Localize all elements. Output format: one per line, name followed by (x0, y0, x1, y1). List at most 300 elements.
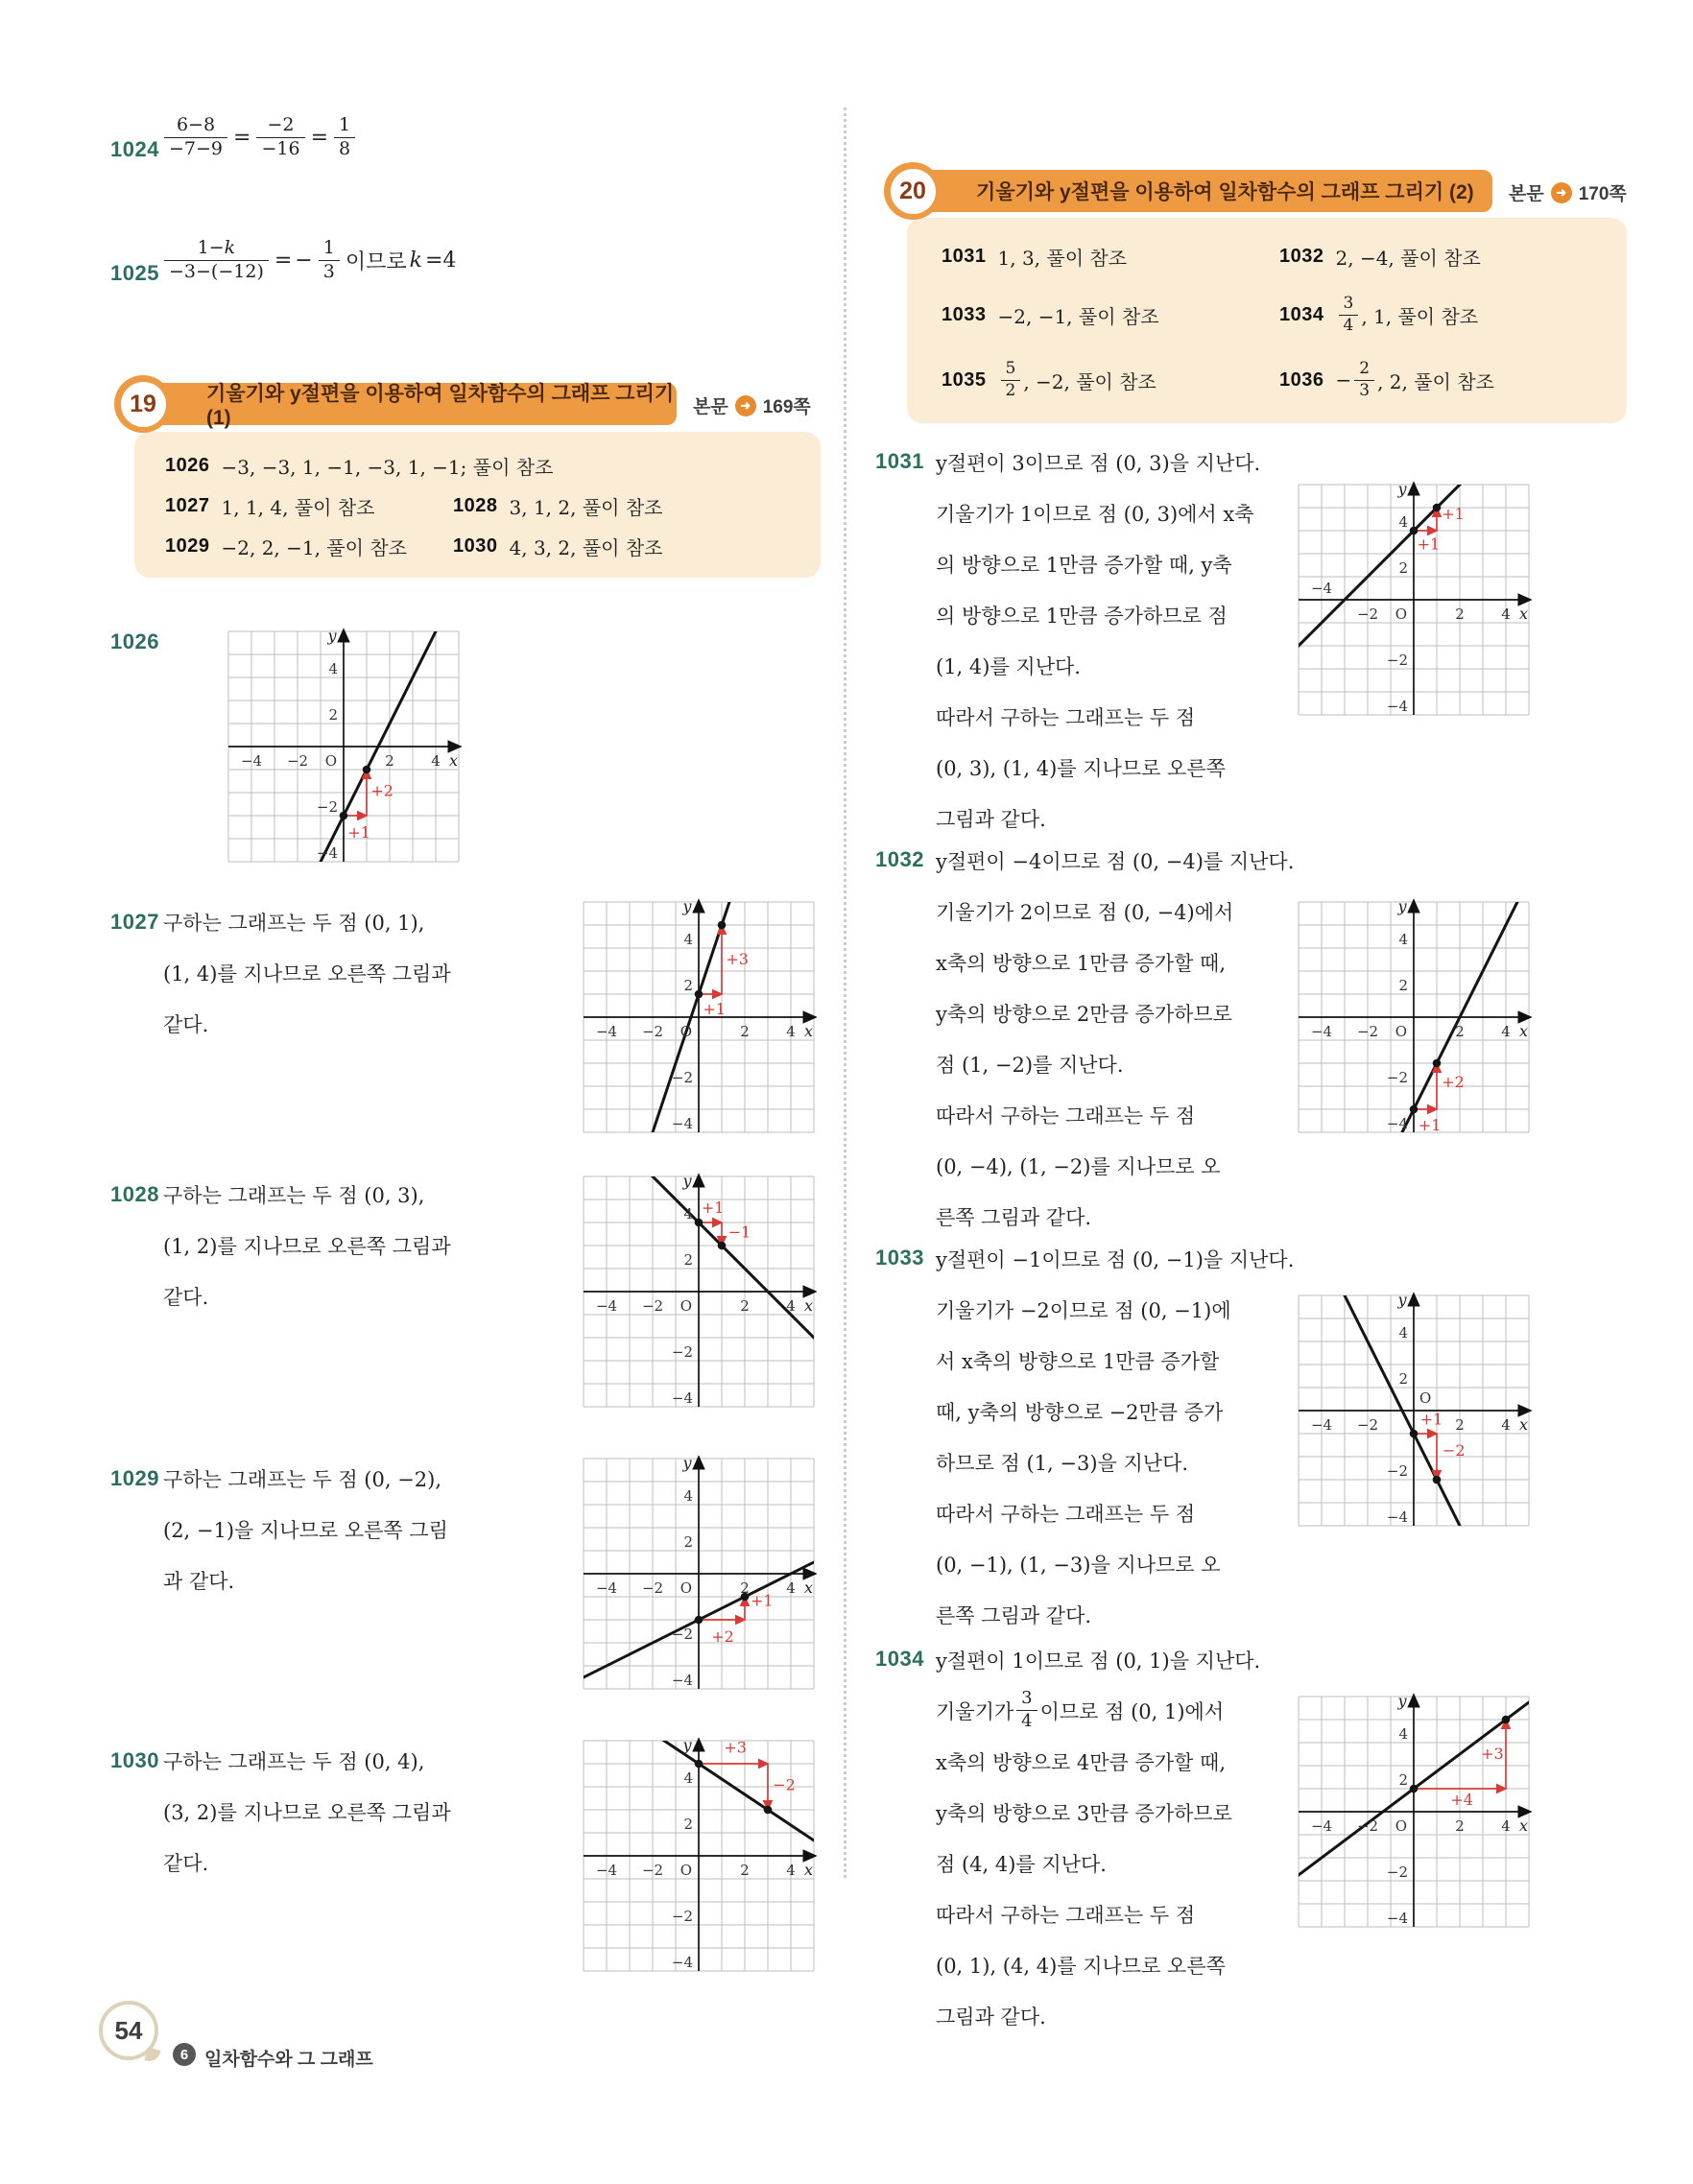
svg-text:2: 2 (740, 1023, 750, 1040)
text-token: 구하는 그래프는 두 점 (0, 3), (163, 1183, 425, 1207)
solution-line (936, 1888, 1260, 1939)
answer-number: 1031 (942, 245, 987, 267)
svg-text:4: 4 (1501, 1023, 1511, 1040)
fraction-denominator: 3 (1354, 380, 1374, 401)
text-token: 기울기가 (936, 1699, 1014, 1723)
fraction-numerator: 3 (1343, 293, 1354, 313)
solution-text-1030 (163, 1735, 451, 1887)
problem-number-1025: 1025 (110, 261, 159, 285)
solution-graph-1033 (1291, 1288, 1537, 1533)
solution-line (936, 742, 1260, 793)
problem-number-1026: 1026 (110, 629, 159, 653)
answer-item-1026 (165, 445, 553, 486)
ref-label: 본문 (1509, 184, 1544, 204)
fraction-denominator: 4 (1016, 1710, 1037, 1732)
text-token: =4 (424, 248, 457, 273)
svg-text:−2: −2 (316, 798, 338, 816)
svg-text:−4: −4 (595, 1862, 618, 1879)
answer-item-1033 (942, 285, 1159, 344)
svg-text:4: 4 (1501, 605, 1511, 623)
text-token: 4, 3, 2, 풀이 참조 (509, 535, 663, 559)
solution-line (936, 487, 1260, 538)
fraction-numerator (263, 115, 299, 137)
text-token: 같다. (163, 1285, 209, 1309)
solution-line (936, 1685, 1260, 1736)
formula-1025 (161, 238, 456, 283)
solution-line (936, 1736, 1260, 1787)
problem-number-1030: 1030 (110, 1748, 159, 1772)
text-token: 른쪽 그림과 같다. (936, 1603, 1092, 1627)
svg-text:x: x (1519, 1816, 1529, 1835)
svg-text:O: O (680, 1023, 692, 1040)
fraction-numerator: 5 (1005, 358, 1016, 378)
text-token: 하므로 점 (1, −3)을 지난다. (936, 1451, 1189, 1475)
fraction (164, 115, 227, 160)
text-token: 1 (339, 114, 351, 135)
text-token: (0, −4), (1, −2)를 지나므로 오 (936, 1154, 1221, 1178)
problem-number-1034: 1034 (875, 1647, 924, 1671)
text-token: 점 (4, 4)를 지난다. (936, 1852, 1107, 1876)
answer-number: 1035 (942, 368, 987, 391)
answer-item-1032 (1279, 233, 1481, 279)
text-token: −2, 2, −1, 풀이 참조 (221, 535, 407, 559)
svg-text:−4: −4 (595, 1023, 618, 1040)
text-token: −2, −1, 풀이 참조 (997, 304, 1159, 328)
solution-graph-1027 (576, 894, 822, 1140)
svg-text:−4: −4 (671, 1954, 693, 1971)
svg-text:2: 2 (683, 977, 693, 994)
svg-text:−2: −2 (286, 752, 309, 770)
svg-text:x: x (1519, 1022, 1529, 1040)
svg-text:2: 2 (1398, 559, 1408, 577)
fraction-numerator (172, 115, 220, 137)
svg-text:2: 2 (1398, 1771, 1408, 1789)
answer-number: 1036 (1279, 368, 1324, 391)
svg-text:2: 2 (1455, 1416, 1465, 1434)
slope-annotation-label: +2 (370, 781, 393, 800)
svg-text:y: y (327, 627, 337, 645)
slope-annotation-label: +3 (1481, 1744, 1504, 1763)
fraction (164, 238, 269, 283)
text-token: 따라서 구하는 그래프는 두 점 (936, 1903, 1196, 1927)
answer-number: 1032 (1279, 245, 1324, 267)
answer-number: 1028 (453, 494, 498, 516)
slope-annotation-label: −2 (773, 1775, 796, 1794)
svg-text:−2: −2 (641, 1023, 664, 1040)
svg-text:2: 2 (1398, 1370, 1408, 1388)
section-19-badge (114, 375, 172, 433)
svg-text:y: y (1397, 897, 1407, 915)
problem-number-1032: 1032 (875, 847, 924, 871)
answer-item-1034 (1279, 285, 1478, 344)
slope-annotation-label: +1 (1442, 505, 1465, 523)
fraction (1001, 360, 1021, 400)
text-token: 1 (322, 237, 335, 258)
svg-text:x: x (1519, 605, 1529, 623)
text-token: 그림과 같다. (936, 2005, 1046, 2029)
text-token: 따라서 구하는 그래프는 두 점 (936, 1502, 1196, 1526)
svg-text:−2: −2 (1356, 605, 1379, 623)
coordinate-grid (1291, 1288, 1537, 1533)
svg-text:y: y (682, 897, 692, 915)
answer-value (1336, 243, 1481, 271)
solution-line (936, 1838, 1260, 1888)
svg-text:x: x (804, 1296, 814, 1315)
svg-text:4: 4 (786, 1297, 796, 1315)
fraction-numerator: 2 (1359, 358, 1371, 378)
solution-line (936, 640, 1260, 691)
text-token: 의 방향으로 1만큼 증가하므로 점 (936, 604, 1228, 628)
solution-line (936, 937, 1294, 987)
text-token: 기울기가 1이므로 점 (0, 3)에서 x축 (936, 502, 1254, 526)
section-19-title: 기울기와 y절편을 이용하여 일차함수의 그래프 그리기 (1) (206, 383, 675, 429)
text-token: , −2, 풀이 참조 (1023, 369, 1156, 393)
text-token: = (274, 248, 293, 273)
slope-annotation-label: +1 (703, 1000, 726, 1019)
problem-number-1031: 1031 (875, 449, 924, 473)
solution-line (163, 1220, 451, 1270)
solution-graph-1031 (1291, 477, 1537, 723)
slope-annotation-label: +3 (724, 1738, 747, 1757)
svg-text:4: 4 (683, 1205, 693, 1223)
svg-text:4: 4 (1398, 1324, 1408, 1341)
arrow-circle-icon: ➜ (735, 395, 756, 416)
svg-text:2: 2 (740, 1862, 750, 1879)
section-19-number: 19 (121, 382, 166, 427)
ref-label: 본문 (693, 397, 728, 417)
svg-text:2: 2 (1398, 977, 1408, 994)
problem-number-1033: 1033 (875, 1246, 924, 1270)
text-token: 과 같다. (163, 1569, 235, 1593)
problem-number-1029: 1029 (110, 1466, 159, 1490)
coordinate-grid (1291, 894, 1537, 1140)
solution-line (936, 1487, 1294, 1538)
text-token: , 2, 풀이 참조 (1377, 369, 1494, 393)
svg-text:2: 2 (683, 1533, 693, 1551)
svg-text:2: 2 (1455, 1023, 1465, 1040)
text-token: y절편이 3이므로 점 (0, 3)을 지난다. (936, 451, 1261, 475)
svg-text:4: 4 (1501, 1416, 1511, 1434)
solution-text-1033 (936, 1233, 1294, 1640)
solution-line (163, 1169, 451, 1220)
solution-text-1034 (936, 1634, 1260, 2041)
text-token: − (295, 248, 313, 273)
svg-text:2: 2 (740, 1579, 750, 1597)
svg-text:O: O (680, 1579, 692, 1597)
text-token: 2, −4, 풀이 참조 (1335, 246, 1481, 270)
svg-text:4: 4 (328, 660, 338, 677)
text-token: 구하는 그래프는 두 점 (0, 4), (163, 1749, 425, 1773)
coordinate-grid (1291, 1689, 1537, 1935)
svg-text:4: 4 (1501, 1817, 1511, 1835)
text-token: 6−8 (176, 114, 216, 135)
text-token: (0, 3), (1, 4)를 지나므로 오른쪽 (936, 756, 1226, 780)
fraction-denominator (319, 260, 340, 283)
solution-line (936, 987, 1294, 1038)
ref-page: 170쪽 (1578, 184, 1627, 204)
svg-text:−2: −2 (641, 1297, 664, 1315)
text-token: 따라서 구하는 그래프는 두 점 (936, 705, 1196, 729)
solution-line (936, 1436, 1294, 1487)
text-token: y축의 방향으로 2만큼 증가하므로 (936, 1002, 1232, 1026)
svg-text:−2: −2 (1356, 1817, 1379, 1835)
svg-text:y: y (682, 1736, 692, 1754)
svg-text:2: 2 (1455, 605, 1465, 623)
solution-line (936, 691, 1260, 742)
svg-text:−2: −2 (671, 1626, 693, 1643)
solution-line (163, 1555, 448, 1605)
fraction (1339, 295, 1359, 335)
svg-text:y: y (1397, 1692, 1407, 1710)
svg-text:O: O (324, 752, 337, 770)
svg-text:O: O (1395, 605, 1407, 623)
solution-line (936, 1140, 1294, 1191)
solution-line (163, 947, 451, 998)
text-token: y절편이 −4이므로 점 (0, −4)를 지난다. (936, 849, 1295, 873)
slope-annotation-label: +1 (347, 822, 370, 842)
solution-text-1029 (163, 1453, 448, 1605)
text-token: 1− (197, 237, 225, 258)
answer-value (998, 301, 1159, 329)
solution-line (936, 1284, 1294, 1335)
svg-text:−2: −2 (671, 1908, 693, 1925)
solution-graph-1026 (221, 624, 466, 869)
answer-number: 1033 (942, 303, 987, 325)
solution-line (163, 896, 451, 947)
ref-page: 169쪽 (762, 397, 811, 417)
page-number: 54 (99, 2001, 158, 2060)
text-token: 8 (339, 137, 351, 159)
section-20-number: 20 (891, 169, 936, 214)
solution-line (163, 1837, 451, 1887)
svg-text:−4: −4 (1386, 1508, 1408, 1526)
svg-text:−2: −2 (641, 1579, 664, 1597)
svg-text:y: y (682, 1172, 692, 1190)
solution-line (936, 1335, 1294, 1386)
fraction (256, 115, 304, 160)
text-token: − (1335, 368, 1352, 392)
svg-text:4: 4 (786, 1579, 796, 1597)
answer-value (1336, 360, 1494, 400)
svg-text:−2: −2 (1356, 1416, 1379, 1434)
solution-line (163, 998, 451, 1049)
svg-text:−4: −4 (671, 1389, 693, 1407)
svg-text:4: 4 (683, 1769, 693, 1787)
text-token: −7−9 (169, 137, 224, 159)
text-token: y축의 방향으로 3만큼 증가하므로 (936, 1801, 1232, 1825)
svg-text:−4: −4 (671, 1115, 693, 1132)
text-token: x축의 방향으로 4만큼 증가할 때, (936, 1750, 1227, 1774)
formula-1024 (161, 115, 358, 160)
solution-line (936, 437, 1260, 487)
text-token: 구하는 그래프는 두 점 (0, −2), (163, 1467, 442, 1491)
solution-text-1027 (163, 896, 451, 1049)
text-token: (1, 4)를 지나므로 오른쪽 그림과 (163, 961, 451, 985)
answer-value (222, 492, 375, 520)
text-token: 기울기가 −2이므로 점 (0, −1)에 (936, 1298, 1231, 1322)
fraction-numerator (319, 238, 340, 260)
svg-text:2: 2 (1455, 1817, 1465, 1835)
svg-text:−2: −2 (641, 1862, 664, 1879)
text-token: = (310, 125, 329, 150)
text-token: 의 방향으로 1만큼 증가할 때, y축 (936, 553, 1232, 577)
solution-graph-1028 (576, 1169, 822, 1414)
svg-text:y: y (1397, 480, 1407, 498)
text-token: −2 (267, 114, 295, 135)
answer-box-section-19 (134, 432, 821, 578)
solution-line (936, 1538, 1294, 1589)
fraction (1354, 360, 1374, 400)
answer-box-section-20 (907, 218, 1627, 423)
text-token: 구하는 그래프는 두 점 (0, 1), (163, 911, 425, 935)
fraction (1016, 1689, 1037, 1731)
text-token: 1, 1, 4, 풀이 참조 (221, 495, 375, 519)
svg-text:−4: −4 (1386, 1910, 1408, 1927)
solution-line (936, 1089, 1294, 1140)
svg-text:O: O (1395, 1023, 1407, 1040)
svg-text:x: x (1519, 1415, 1529, 1434)
fraction (319, 238, 340, 283)
text-token: 기울기가 2이므로 점 (0, −4)에서 (936, 900, 1234, 924)
slope-annotation-label: −1 (727, 1223, 751, 1242)
coordinate-grid (576, 894, 822, 1140)
svg-text:4: 4 (431, 752, 441, 770)
text-token: = (233, 125, 251, 150)
svg-text:−4: −4 (1310, 1817, 1333, 1835)
svg-text:O: O (680, 1297, 692, 1315)
text-token: 3, 1, 2, 풀이 참조 (509, 495, 663, 519)
svg-text:x: x (449, 751, 459, 770)
slope-annotation-label: +1 (1419, 1410, 1443, 1429)
solution-line (936, 1589, 1294, 1640)
coordinate-grid (221, 624, 466, 869)
text-token: (1, 4)를 지난다. (936, 654, 1081, 678)
problem-number-1024: 1024 (110, 137, 159, 161)
section-20-title: 기울기와 y절편을 이용하여 일차함수의 그래프 그리기 (2) (976, 181, 1474, 203)
fraction (334, 115, 355, 160)
section-20-title-bar (913, 170, 1492, 212)
solution-line (936, 538, 1260, 589)
solution-line (163, 1270, 451, 1321)
fraction-denominator: 2 (1001, 380, 1021, 401)
text-token: 점 (1, −2)를 지난다. (936, 1053, 1124, 1077)
text-token: 1, 3, 풀이 참조 (997, 246, 1128, 270)
text-token: (1, 2)를 지나므로 오른쪽 그림과 (163, 1234, 451, 1258)
section-20-reference (1509, 179, 1627, 205)
svg-text:4: 4 (786, 1862, 796, 1879)
slope-annotation-label: +3 (726, 949, 749, 968)
solution-line (936, 1939, 1260, 1990)
text-token: 그림과 같다. (936, 807, 1046, 831)
text-token: x축의 방향으로 1만큼 증가할 때, (936, 951, 1227, 975)
answer-value (998, 243, 1128, 271)
svg-text:−4: −4 (1310, 1023, 1333, 1040)
solution-line (163, 1504, 448, 1555)
solution-line (163, 1453, 448, 1504)
section-20-badge (884, 162, 942, 220)
svg-text:−2: −2 (1356, 1023, 1379, 1040)
svg-text:2: 2 (740, 1297, 750, 1315)
svg-text:−2: −2 (1386, 1864, 1408, 1881)
text-token: 때, y축의 방향으로 −2만큼 증가 (936, 1400, 1224, 1424)
svg-text:−2: −2 (1386, 1462, 1408, 1480)
coordinate-grid (576, 1451, 822, 1697)
svg-text:y: y (682, 1454, 692, 1472)
slope-annotation-label: +1 (701, 1198, 725, 1217)
chapter-title: 일차함수와 그 그래프 (204, 2050, 373, 2070)
svg-text:−4: −4 (595, 1297, 618, 1315)
solution-line (163, 1786, 451, 1837)
svg-text:2: 2 (683, 1251, 693, 1269)
text-token: −16 (261, 137, 300, 159)
svg-text:4: 4 (683, 931, 693, 948)
text-token: (0, 1), (4, 4)를 지나므로 오른쪽 (936, 1954, 1226, 1978)
text-token: −3−(−12) (169, 260, 264, 282)
solution-line (936, 1233, 1294, 1284)
answer-item-1031 (942, 233, 1127, 279)
answer-number: 1030 (453, 534, 498, 557)
slope-annotation-label: +2 (1442, 1073, 1465, 1092)
answer-number: 1034 (1279, 303, 1324, 325)
solution-graph-1032 (1291, 894, 1537, 1140)
text-token: 른쪽 그림과 같다. (936, 1205, 1092, 1229)
text-token: 이므로 (345, 249, 407, 274)
svg-text:−4: −4 (240, 752, 263, 770)
svg-text:−4: −4 (1310, 580, 1333, 597)
answer-item-1030 (453, 526, 662, 566)
answer-value (510, 533, 663, 560)
answer-item-1035 (942, 350, 1156, 410)
svg-text:x: x (804, 1861, 814, 1879)
svg-text:−4: −4 (1386, 1115, 1408, 1132)
fraction-denominator (164, 260, 269, 283)
svg-text:4: 4 (1398, 931, 1408, 948)
solution-text-1031 (936, 437, 1260, 843)
svg-text:4: 4 (786, 1023, 796, 1040)
text-token: (3, 2)를 지나므로 오른쪽 그림과 (163, 1800, 451, 1824)
svg-text:4: 4 (1398, 1725, 1408, 1743)
svg-text:−4: −4 (595, 1579, 618, 1597)
solution-line (936, 589, 1260, 640)
fraction-numerator (334, 115, 355, 137)
coordinate-grid (576, 1169, 822, 1414)
svg-text:−2: −2 (1386, 1069, 1408, 1086)
svg-text:2: 2 (385, 752, 394, 770)
chapter-badge: 6 (173, 2043, 196, 2066)
answer-item-1028 (453, 486, 662, 526)
answer-item-1036 (1279, 350, 1494, 410)
coordinate-grid (576, 1733, 822, 1979)
svg-text:y: y (1397, 1291, 1407, 1309)
text-token: 이므로 점 (0, 1)에서 (1039, 1699, 1225, 1723)
answer-number: 1026 (165, 454, 210, 476)
text-token: k (224, 237, 236, 258)
solution-line (163, 1735, 451, 1786)
answer-item-1027 (165, 486, 374, 526)
text-token: (0, −1), (1, −3)을 지나므로 오 (936, 1553, 1221, 1577)
coordinate-grid (1291, 477, 1537, 723)
solution-line (936, 1386, 1294, 1436)
column-divider (844, 107, 846, 1878)
answer-value (510, 492, 663, 520)
text-token: 같다. (163, 1851, 209, 1875)
svg-text:4: 4 (683, 1487, 693, 1505)
svg-text:−2: −2 (1386, 652, 1408, 669)
slope-annotation-label: +1 (751, 1591, 774, 1610)
slope-annotation-label: −2 (1443, 1440, 1466, 1460)
text-token: , 1, 풀이 참조 (1361, 304, 1479, 328)
problem-number-1028: 1028 (110, 1182, 159, 1206)
